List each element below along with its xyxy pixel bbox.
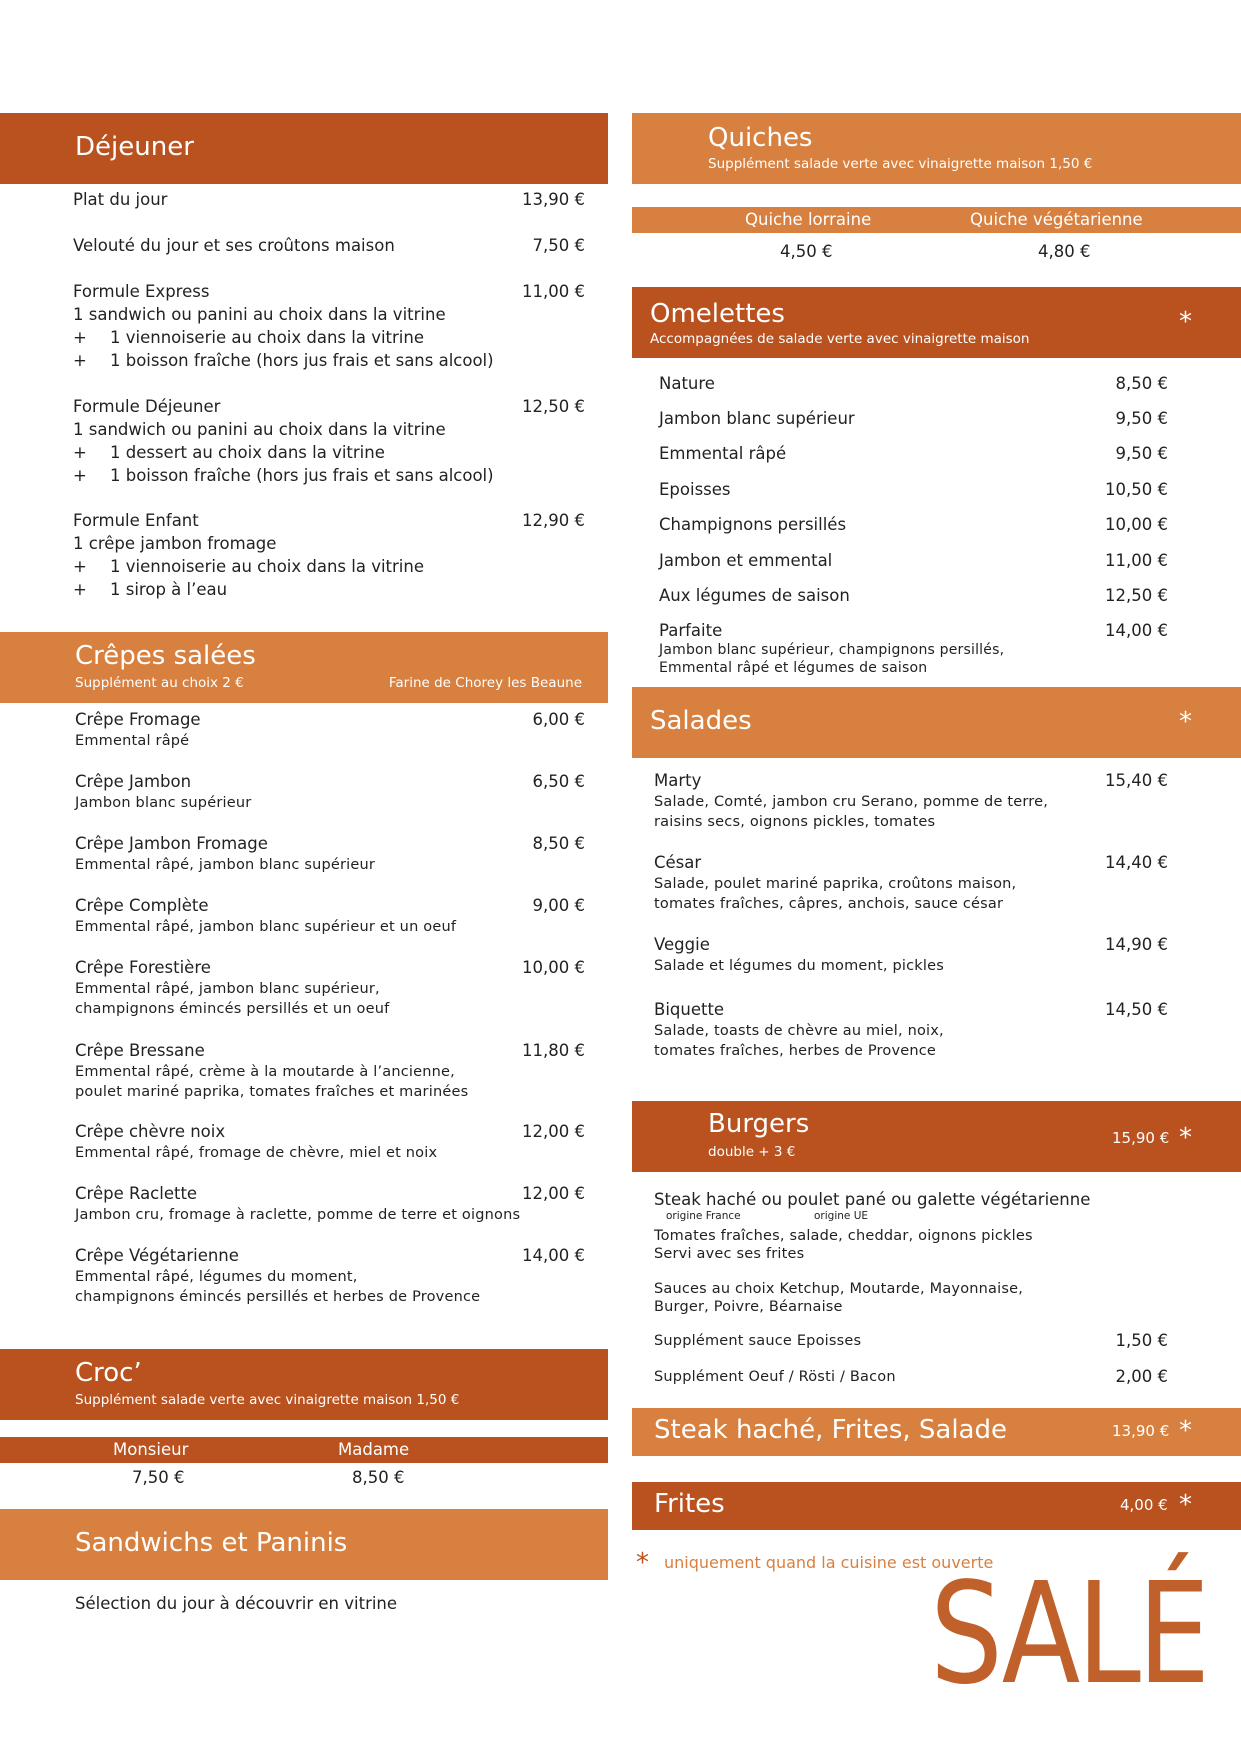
salade-name: Marty bbox=[654, 771, 702, 790]
asterisk-icon: * bbox=[1179, 1416, 1192, 1446]
note-text: uniquement quand la cuisine est ouverte bbox=[664, 1553, 994, 1572]
croc-title: Croc’ bbox=[75, 1358, 142, 1388]
crepe-price: 12,00 € bbox=[522, 1184, 585, 1203]
quiche-price-vegetarienne: 4,80 € bbox=[1038, 242, 1091, 261]
salade-price: 14,50 € bbox=[1105, 1000, 1168, 1019]
origin-ue-label: origine UE bbox=[814, 1210, 869, 1222]
menu-item-price: 12,90 € bbox=[522, 511, 585, 530]
salade-desc: Salade, Comté, jambon cru Serano, pomme de terre, bbox=[654, 794, 1049, 810]
dejeuner-header bbox=[0, 113, 608, 184]
crepe-name: Crêpe Complète bbox=[75, 896, 209, 915]
asterisk-icon: * bbox=[1179, 307, 1192, 337]
omelette-price: 8,50 € bbox=[1115, 374, 1168, 393]
supplement-price: 1,50 € bbox=[1115, 1331, 1168, 1350]
quiches-subtitle: Supplément salade verte avec vinaigrette maison 1,50 € bbox=[708, 156, 1093, 172]
crepe-desc: Emmental râpé, jambon blanc supérieur, bbox=[75, 981, 380, 997]
burger-desc-line: Tomates fraîches, salade, cheddar, oignons pickles bbox=[654, 1228, 1033, 1244]
plus-sign: + bbox=[73, 443, 87, 462]
quiche-price-lorraine: 4,50 € bbox=[780, 242, 833, 261]
menu-item-name: Formule Express bbox=[73, 282, 210, 301]
menu-item-price: 13,90 € bbox=[522, 190, 585, 209]
omelette-desc: Jambon blanc supérieur, champignons persillés, bbox=[659, 642, 1005, 658]
omelette-price: 10,50 € bbox=[1105, 480, 1168, 499]
omelette-desc: Emmental râpé et légumes de saison bbox=[659, 660, 928, 676]
sandwichs-header bbox=[0, 1509, 608, 1580]
crepe-name: Crêpe Végétarienne bbox=[75, 1246, 239, 1265]
menu-item-line: 1 viennoiserie au choix dans la vitrine bbox=[110, 557, 424, 576]
sale-logo: SALÉ bbox=[930, 1553, 1207, 1716]
salade-price: 14,90 € bbox=[1105, 935, 1168, 954]
steak-price: 13,90 € bbox=[1112, 1422, 1170, 1440]
crepe-name: Crêpe Forestière bbox=[75, 958, 211, 977]
crepe-desc: Jambon blanc supérieur bbox=[75, 795, 252, 811]
croc-header bbox=[0, 1349, 608, 1420]
burger-desc-line: Servi avec ses frites bbox=[654, 1246, 805, 1262]
quiches-options-bar bbox=[632, 207, 1241, 233]
sandwichs-text: Sélection du jour à découvrir en vitrine bbox=[75, 1594, 398, 1613]
omelette-name: Jambon et emmental bbox=[659, 551, 833, 570]
burgers-price: 15,90 € bbox=[1112, 1129, 1170, 1147]
asterisk-icon: * bbox=[1179, 1490, 1192, 1520]
crepe-price: 12,00 € bbox=[522, 1122, 585, 1141]
supplement-name: Supplément Oeuf / Rösti / Bacon bbox=[654, 1369, 896, 1385]
salades-title: Salades bbox=[650, 706, 752, 736]
menu-item-price: 12,50 € bbox=[522, 397, 585, 416]
menu-item-line: 1 crêpe jambon fromage bbox=[73, 534, 277, 553]
crepe-price: 11,80 € bbox=[522, 1041, 585, 1060]
crepe-desc: Emmental râpé, jambon blanc supérieur bbox=[75, 857, 376, 873]
salade-name: Biquette bbox=[654, 1000, 725, 1019]
quiches-title: Quiches bbox=[708, 123, 813, 153]
asterisk-icon: * bbox=[1179, 1123, 1192, 1153]
supplement-price: 2,00 € bbox=[1115, 1367, 1168, 1386]
burgers-header bbox=[632, 1101, 1241, 1172]
burgers-subtitle: double + 3 € bbox=[708, 1144, 796, 1160]
croc-option-monsieur: Monsieur bbox=[113, 1440, 189, 1459]
croc-subtitle: Supplément salade verte avec vinaigrette maison 1,50 € bbox=[75, 1392, 460, 1408]
note-asterisk-icon: * bbox=[636, 1548, 649, 1578]
salade-desc: tomates fraîches, câpres, anchois, sauce césar bbox=[654, 896, 1004, 912]
quiche-option-vegetarienne: Quiche végétarienne bbox=[970, 210, 1143, 229]
menu-item-line: 1 dessert au choix dans la vitrine bbox=[110, 443, 385, 462]
omelette-price: 10,00 € bbox=[1105, 515, 1168, 534]
omelette-name: Aux légumes de saison bbox=[659, 586, 850, 605]
crepes-subtitle: Supplément au choix 2 € bbox=[75, 675, 244, 691]
menu-item-name: Formule Enfant bbox=[73, 511, 199, 530]
frites-price: 4,00 € bbox=[1120, 1496, 1168, 1514]
crepe-desc: Emmental râpé, jambon blanc supérieur et un oeuf bbox=[75, 919, 457, 935]
crepe-desc: Emmental râpé bbox=[75, 733, 190, 749]
crepe-desc: champignons émincés persillés et un oeuf bbox=[75, 1001, 390, 1017]
salade-desc: Salade et légumes du moment, pickles bbox=[654, 958, 944, 974]
salades-header bbox=[632, 687, 1241, 758]
salade-price: 14,40 € bbox=[1105, 853, 1168, 872]
dejeuner-title: Déjeuner bbox=[75, 132, 194, 162]
crepe-desc: champignons émincés persillés et herbes de Provence bbox=[75, 1289, 481, 1305]
omelette-price: 12,50 € bbox=[1105, 586, 1168, 605]
crepe-name: Crêpe Jambon bbox=[75, 772, 192, 791]
supplement-name: Supplément sauce Epoisses bbox=[654, 1333, 862, 1349]
omelette-name: Parfaite bbox=[659, 621, 723, 640]
menu-item-line: 1 sandwich ou panini au choix dans la vitrine bbox=[73, 420, 446, 439]
omelette-price: 11,00 € bbox=[1105, 551, 1168, 570]
crepe-name: Crêpe Jambon Fromage bbox=[75, 834, 268, 853]
menu-item-line: 1 boisson fraîche (hors jus frais et sans alcool) bbox=[110, 466, 494, 485]
salade-price: 15,40 € bbox=[1105, 771, 1168, 790]
plus-sign: + bbox=[73, 351, 87, 370]
salade-desc: tomates fraîches, herbes de Provence bbox=[654, 1043, 937, 1059]
menu-item-name: Velouté du jour et ses croûtons maison bbox=[73, 236, 395, 255]
omelette-name: Emmental râpé bbox=[659, 444, 787, 463]
plus-sign: + bbox=[73, 466, 87, 485]
crepes-title: Crêpes salées bbox=[75, 641, 256, 671]
quiches-header bbox=[632, 113, 1241, 184]
sandwichs-title: Sandwichs et Paninis bbox=[75, 1528, 348, 1558]
omelette-name: Nature bbox=[659, 374, 715, 393]
omelette-name: Champignons persillés bbox=[659, 515, 847, 534]
crepe-price: 6,00 € bbox=[532, 710, 585, 729]
crepe-price: 8,50 € bbox=[532, 834, 585, 853]
crepe-desc: poulet mariné paprika, tomates fraîches et marinées bbox=[75, 1084, 469, 1100]
croc-price-monsieur: 7,50 € bbox=[132, 1468, 185, 1487]
menu-item-line: 1 boisson fraîche (hors jus frais et sans alcool) bbox=[110, 351, 494, 370]
steak-header bbox=[632, 1408, 1241, 1456]
burgers-title: Burgers bbox=[708, 1109, 810, 1139]
origin-france-label: origine France bbox=[666, 1210, 741, 1222]
crepe-desc: Emmental râpé, légumes du moment, bbox=[75, 1269, 358, 1285]
croc-options-bar bbox=[0, 1437, 608, 1463]
salade-desc: raisins secs, oignons pickles, tomates bbox=[654, 814, 936, 830]
crepe-price: 14,00 € bbox=[522, 1246, 585, 1265]
omelettes-title: Omelettes bbox=[650, 299, 785, 329]
crepes-origin: Farine de Chorey les Beaune bbox=[388, 675, 582, 691]
burger-sauces-line: Sauces au choix Ketchup, Moutarde, Mayonnaise, bbox=[654, 1281, 1024, 1297]
croc-option-madame: Madame bbox=[338, 1440, 410, 1459]
crepe-name: Crêpe Raclette bbox=[75, 1184, 198, 1203]
crepes-header bbox=[0, 632, 608, 703]
menu-item-price: 11,00 € bbox=[522, 282, 585, 301]
menu-item-name: Formule Déjeuner bbox=[73, 397, 221, 416]
steak-title: Steak haché, Frites, Salade bbox=[654, 1415, 1007, 1445]
omelette-price: 14,00 € bbox=[1105, 621, 1168, 640]
crepe-price: 9,00 € bbox=[532, 896, 585, 915]
menu-item-line: 1 sirop à l’eau bbox=[110, 580, 228, 599]
asterisk-icon: * bbox=[1179, 707, 1192, 737]
omelette-name: Epoisses bbox=[659, 480, 731, 499]
quiche-option-lorraine: Quiche lorraine bbox=[745, 210, 872, 229]
omelette-price: 9,50 € bbox=[1115, 444, 1168, 463]
plus-sign: + bbox=[73, 580, 87, 599]
frites-title: Frites bbox=[654, 1489, 725, 1519]
omelette-name: Jambon blanc supérieur bbox=[659, 409, 855, 428]
omelette-price: 9,50 € bbox=[1115, 409, 1168, 428]
omelettes-header bbox=[632, 287, 1241, 358]
salade-desc: Salade, toasts de chèvre au miel, noix, bbox=[654, 1023, 944, 1039]
crepe-name: Crêpe Fromage bbox=[75, 710, 201, 729]
crepe-name: Crêpe Bressane bbox=[75, 1041, 205, 1060]
menu-item-line: 1 sandwich ou panini au choix dans la vitrine bbox=[73, 305, 446, 324]
burger-sauces-line: Burger, Poivre, Béarnaise bbox=[654, 1299, 843, 1315]
salade-desc: Salade, poulet mariné paprika, croûtons maison, bbox=[654, 876, 1017, 892]
crepe-desc: Jambon cru, fromage à raclette, pomme de terre et oignons bbox=[75, 1207, 521, 1223]
crepe-name: Crêpe chèvre noix bbox=[75, 1122, 226, 1141]
menu-item-name: Plat du jour bbox=[73, 190, 168, 209]
croc-price-madame: 8,50 € bbox=[352, 1468, 405, 1487]
crepe-price: 10,00 € bbox=[522, 958, 585, 977]
crepe-desc: Emmental râpé, fromage de chèvre, miel et noix bbox=[75, 1145, 438, 1161]
plus-sign: + bbox=[73, 557, 87, 576]
crepe-desc: Emmental râpé, crème à la moutarde à l’ancienne, bbox=[75, 1064, 455, 1080]
frites-header bbox=[632, 1482, 1241, 1530]
salade-name: César bbox=[654, 853, 702, 872]
menu-item-price: 7,50 € bbox=[532, 236, 585, 255]
menu-item-line: 1 viennoiserie au choix dans la vitrine bbox=[110, 328, 424, 347]
omelettes-subtitle: Accompagnées de salade verte avec vinaigrette maison bbox=[650, 331, 1030, 347]
burger-choice-line: Steak haché ou poulet pané ou galette végétarienne bbox=[654, 1190, 1091, 1209]
crepe-price: 6,50 € bbox=[532, 772, 585, 791]
salade-name: Veggie bbox=[654, 935, 710, 954]
plus-sign: + bbox=[73, 328, 87, 347]
